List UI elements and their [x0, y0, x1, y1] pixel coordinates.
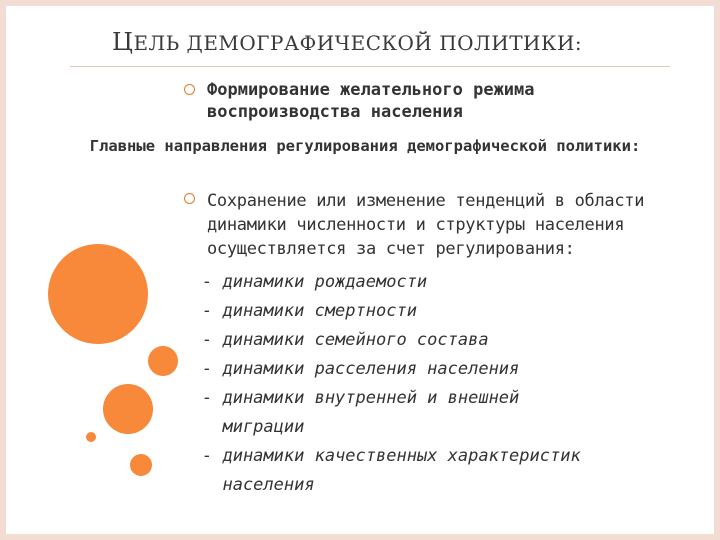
- slide-title: [112, 28, 582, 56]
- list-item: - динамики смертности: [202, 301, 417, 321]
- decorative-circle-small: [148, 346, 178, 376]
- list-item: - динамики рождаемости: [202, 272, 428, 292]
- list-item: - динамики качественных характеристик населения: [202, 446, 581, 495]
- list-item: - динамики расселения населения: [202, 359, 520, 379]
- regulation-list: [202, 268, 581, 500]
- decorative-circle-tiny: [86, 432, 96, 442]
- title-divider: [70, 66, 670, 67]
- bullet-circle-icon: [184, 193, 195, 204]
- slide-frame-right: [714, 0, 720, 540]
- slide-frame-left: [0, 0, 6, 540]
- bullet-point-directions: Сохранение или изменение тенденций в области динамики численности и структуры населения осуществляется за счет регулирования:: [207, 191, 645, 259]
- decorative-circle-medium: [103, 384, 153, 434]
- slide-title-rest: ЕЛЬ ДЕМОГРАФИЧЕСКОЙ ПОЛИТИКИ:: [133, 31, 583, 55]
- list-item: - динамики семейного состава: [202, 330, 489, 350]
- bullet-point-goal: Формирование желательного режима воспроизводства населения: [207, 80, 535, 122]
- list-item: - динамики внутренней и внешней миграции: [202, 388, 520, 437]
- slide-frame-bottom: [0, 534, 720, 540]
- bullet-circle-icon: [184, 84, 195, 95]
- section-subheading: Главные направления регулирования демографической политики:: [89, 137, 641, 155]
- decorative-circle-small: [130, 454, 152, 476]
- slide-title-initial: Ц: [112, 28, 134, 56]
- decorative-circle-large: [48, 244, 148, 344]
- slide-frame-top: [0, 0, 720, 6]
